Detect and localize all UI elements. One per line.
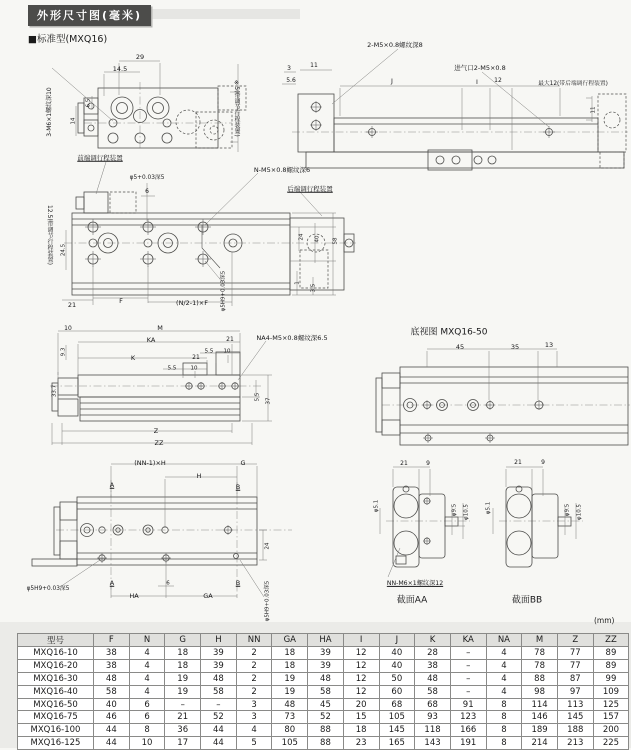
value-cell: 4 xyxy=(486,659,522,672)
dim-label: HA xyxy=(129,591,139,600)
value-cell: 200 xyxy=(593,724,629,737)
value-cell: 39 xyxy=(201,647,237,660)
value-cell: 12 xyxy=(343,685,379,698)
value-cell: 52 xyxy=(308,711,344,724)
table-row xyxy=(18,685,629,698)
value-cell: 213 xyxy=(557,737,593,750)
dim-label: φ10.5 xyxy=(576,504,583,520)
value-cell: – xyxy=(450,659,486,672)
dim-label: 12 xyxy=(494,77,502,84)
column-header: J xyxy=(379,634,415,647)
value-cell: 165 xyxy=(379,737,415,750)
column-header: ZZ xyxy=(593,634,629,647)
value-cell: 44 xyxy=(201,724,237,737)
note-hole-5h9-right: φ5H9+0.03深5 xyxy=(264,580,271,622)
value-cell: 145 xyxy=(379,724,415,737)
value-cell: 98 xyxy=(522,685,558,698)
value-cell: 38 xyxy=(94,659,130,672)
dim-label: (N/2-1)×F xyxy=(176,298,208,307)
value-cell: 18 xyxy=(165,647,201,660)
value-cell: 189 xyxy=(522,724,558,737)
value-cell: 68 xyxy=(379,698,415,711)
value-cell: 23 xyxy=(343,737,379,750)
value-cell: 12 xyxy=(343,659,379,672)
note-air-port: 进气口2-M5×0.8 xyxy=(454,63,506,72)
model-cell: MXQ16-40 xyxy=(18,685,94,698)
dim-label: 10 xyxy=(190,365,198,372)
dim-label: KA xyxy=(146,335,156,344)
model-cell: MXQ16-20 xyxy=(18,659,94,672)
note-max12: 最大12(带后端调行程装置) xyxy=(538,81,608,88)
note-thread-2m5: 2-M5×0.8螺纹深8 xyxy=(367,40,423,49)
note-thread-nm5: N-M5×0.8螺纹深6 xyxy=(253,165,311,174)
value-cell: 88 xyxy=(522,672,558,685)
value-cell: 4 xyxy=(486,647,522,660)
value-cell: 89 xyxy=(593,659,629,672)
value-cell: 58 xyxy=(94,685,130,698)
column-header: NA xyxy=(486,634,522,647)
value-cell: 45 xyxy=(308,698,344,711)
dim-label: 21 xyxy=(192,354,200,361)
dim-label: 35 xyxy=(510,342,520,351)
model-cell: MXQ16-30 xyxy=(18,672,94,685)
value-cell: 4 xyxy=(129,647,165,660)
section-aa xyxy=(393,486,458,567)
value-cell: 77 xyxy=(557,659,593,672)
dim-label: 24.5 xyxy=(60,243,67,257)
dim-label: 21 xyxy=(67,300,77,309)
value-cell: 18 xyxy=(272,659,308,672)
note-thread-nnm6: NN-M6×1螺纹深12 xyxy=(386,579,444,587)
view-title-bottom-view: 底视图 MXQ16-50 xyxy=(410,327,488,338)
value-cell: 3 xyxy=(236,698,272,711)
dim-label: I xyxy=(476,77,478,86)
dim-label: 11 xyxy=(590,106,597,114)
column-header: 型号 xyxy=(18,634,94,647)
value-cell: 12 xyxy=(343,647,379,660)
dim-label: 29 xyxy=(135,52,145,61)
dim-label: K xyxy=(130,353,136,362)
dim-label: 21 xyxy=(400,460,408,467)
value-cell: 143 xyxy=(415,737,451,750)
value-cell: 80 xyxy=(272,724,308,737)
dim-label: 5.5 xyxy=(204,348,214,355)
value-cell: 105 xyxy=(379,711,415,724)
value-cell: 60 xyxy=(379,685,415,698)
value-cell: 88 xyxy=(308,724,344,737)
value-cell: 58 xyxy=(201,685,237,698)
model-cell: MXQ16-10 xyxy=(18,647,94,660)
dim-label: 6 xyxy=(145,188,149,195)
value-cell: 10 xyxy=(129,737,165,750)
value-cell: 18 xyxy=(272,647,308,660)
page-subtitle: ■标准型(MXQ16) xyxy=(28,34,108,45)
section-mark-a-bottom: A xyxy=(109,578,115,587)
value-cell: 8 xyxy=(486,698,522,711)
value-cell: 91 xyxy=(450,698,486,711)
view-title-section-bb: 截面BB xyxy=(511,595,543,606)
value-cell: 89 xyxy=(593,647,629,660)
value-cell: 48 xyxy=(415,672,451,685)
section-mark-b-bottom: B xyxy=(235,578,241,587)
value-cell: 4 xyxy=(486,672,522,685)
model-cell: MXQ16-50 xyxy=(18,698,94,711)
value-cell: 8 xyxy=(129,724,165,737)
value-cell: 166 xyxy=(450,724,486,737)
page-title-badge: 外形尺寸图(毫米) xyxy=(28,5,151,26)
dim-label: 11 xyxy=(310,62,318,69)
value-cell: 5 xyxy=(236,737,272,750)
value-cell: 44 xyxy=(201,737,237,750)
note-125-adjuster: 12.5(带调节行程装置) xyxy=(46,204,53,266)
dim-label: 14 xyxy=(70,117,77,125)
value-cell: 40 xyxy=(379,659,415,672)
value-cell: 125 xyxy=(593,698,629,711)
value-cell: 19 xyxy=(272,685,308,698)
value-cell: 188 xyxy=(557,724,593,737)
note-thread-3m6: 3-M6×1螺纹深10 xyxy=(46,87,53,137)
value-cell: 2 xyxy=(236,647,272,660)
view-bottom-2 xyxy=(32,497,257,566)
value-cell: 93 xyxy=(415,711,451,724)
model-cell: MXQ16-75 xyxy=(18,711,94,724)
value-cell: 88 xyxy=(308,737,344,750)
dim-label: G xyxy=(240,458,246,467)
value-cell: 40 xyxy=(94,698,130,711)
dim-label: 24 xyxy=(264,542,271,550)
column-header: I xyxy=(343,634,379,647)
value-cell: 50 xyxy=(379,672,415,685)
dim-label: H xyxy=(196,471,202,480)
dim-label: φ5.1 xyxy=(373,499,380,513)
value-cell: 19 xyxy=(272,672,308,685)
dim-label: 45 xyxy=(455,342,465,351)
value-cell: 58 xyxy=(308,685,344,698)
value-cell: 6 xyxy=(129,711,165,724)
view-front xyxy=(78,86,246,148)
value-cell: 44 xyxy=(94,724,130,737)
dimension-table xyxy=(17,633,629,750)
table-row xyxy=(18,724,629,737)
value-cell: 8 xyxy=(486,711,522,724)
dim-label: 9 xyxy=(541,459,545,466)
value-cell: 48 xyxy=(94,672,130,685)
value-cell: 39 xyxy=(308,659,344,672)
hole-crosshairs xyxy=(85,98,555,563)
dim-label: φ10.5 xyxy=(463,504,470,520)
table-row xyxy=(18,698,629,711)
dim-label: 5.5 xyxy=(254,392,261,402)
value-cell: 3 xyxy=(236,711,272,724)
label-front-adjuster: 前端调行程装置 xyxy=(77,153,123,162)
dim-label: 37 xyxy=(265,397,272,405)
column-header: Z xyxy=(557,634,593,647)
value-cell: 77 xyxy=(557,647,593,660)
value-cell: 191 xyxy=(450,737,486,750)
dim-label: (NN-1)×H xyxy=(134,458,166,467)
value-cell: 48 xyxy=(308,672,344,685)
value-cell: 6 xyxy=(129,698,165,711)
column-header: KA xyxy=(450,634,486,647)
column-header: F xyxy=(94,634,130,647)
value-cell: 58 xyxy=(415,685,451,698)
value-cell: 157 xyxy=(593,711,629,724)
dim-label: 6.5 xyxy=(85,98,92,108)
note-hole-5h9: φ5H9+0.03深5 xyxy=(220,270,227,312)
dim-label: 3 xyxy=(287,65,291,72)
model-cell: MXQ16-125 xyxy=(18,737,94,750)
value-cell: 18 xyxy=(165,659,201,672)
value-cell: 4 xyxy=(129,685,165,698)
value-cell: – xyxy=(165,698,201,711)
value-cell: 15 xyxy=(343,711,379,724)
table-row xyxy=(18,659,629,672)
value-cell: 105 xyxy=(272,737,308,750)
value-cell: 18 xyxy=(343,724,379,737)
column-header: K xyxy=(415,634,451,647)
section-bb xyxy=(506,486,571,567)
value-cell: 4 xyxy=(486,685,522,698)
value-cell: 123 xyxy=(450,711,486,724)
section-mark-a-top: A xyxy=(109,480,115,489)
section-mark-b-top: B xyxy=(235,482,241,491)
value-cell: 48 xyxy=(201,672,237,685)
dim-label: J xyxy=(391,76,393,85)
note-hole-phi5: φ5+0.03深5 xyxy=(129,175,165,182)
dim-label: M xyxy=(157,323,163,332)
table-row xyxy=(18,711,629,724)
note-hole-5h9-left: φ5H9+0.03深5 xyxy=(26,586,70,593)
value-cell: 38 xyxy=(94,647,130,660)
dim-label: 3.5 xyxy=(310,283,317,293)
value-cell: 78 xyxy=(522,659,558,672)
table-row xyxy=(18,647,629,660)
value-cell: 19 xyxy=(165,672,201,685)
dim-label: 40 xyxy=(314,235,321,243)
value-cell: 214 xyxy=(522,737,558,750)
value-cell: 2 xyxy=(236,659,272,672)
value-cell: 225 xyxy=(593,737,629,750)
dim-label: 14.5 xyxy=(112,64,128,73)
dim-label: 6 xyxy=(166,580,170,587)
value-cell: 8 xyxy=(486,724,522,737)
value-cell: 38 xyxy=(415,659,451,672)
value-cell: 68 xyxy=(415,698,451,711)
view-side-2 xyxy=(52,352,240,421)
value-cell: 12 xyxy=(343,672,379,685)
column-header: M xyxy=(522,634,558,647)
value-cell: 73 xyxy=(272,711,308,724)
value-cell: 48 xyxy=(272,698,308,711)
label-rear-adjuster: 后端调行程装置 xyxy=(287,184,333,193)
value-cell: 36 xyxy=(165,724,201,737)
value-cell: 39 xyxy=(201,659,237,672)
view-bottom-mxq50 xyxy=(376,367,628,445)
note-thread-na4: NA4-M5×0.8螺纹深6.5 xyxy=(256,333,328,342)
units-label: (mm) xyxy=(594,616,615,625)
dim-label: 10 xyxy=(64,325,72,332)
header-row xyxy=(18,634,629,647)
value-cell: 17 xyxy=(165,737,201,750)
value-cell: 4 xyxy=(129,672,165,685)
value-cell: – xyxy=(450,672,486,685)
dim-label: 33.7 xyxy=(51,384,58,398)
view-title-section-aa: 截面AA xyxy=(396,595,428,606)
value-cell: 118 xyxy=(415,724,451,737)
value-cell: 46 xyxy=(94,711,130,724)
value-cell: 145 xyxy=(557,711,593,724)
center-lines xyxy=(50,82,630,594)
column-header: G xyxy=(165,634,201,647)
dim-label: 10 xyxy=(223,348,231,355)
value-cell: 40 xyxy=(379,647,415,660)
dim-label: F xyxy=(119,296,123,305)
value-cell: 21 xyxy=(165,711,201,724)
value-cell: 109 xyxy=(593,685,629,698)
value-cell: 2 xyxy=(236,685,272,698)
column-header: GA xyxy=(272,634,308,647)
value-cell: 78 xyxy=(522,647,558,660)
dim-label: 13 xyxy=(544,340,554,349)
value-cell: 39 xyxy=(308,647,344,660)
dim-label: φ9.5 xyxy=(451,503,458,517)
value-cell: 2 xyxy=(236,672,272,685)
dim-label: 58 xyxy=(332,237,339,245)
dim-label: 9 xyxy=(426,460,430,467)
value-cell: – xyxy=(450,647,486,660)
column-header: NN xyxy=(236,634,272,647)
value-cell: 87 xyxy=(557,672,593,685)
value-cell: – xyxy=(450,685,486,698)
value-cell: 146 xyxy=(522,711,558,724)
dim-label: 5.5 xyxy=(167,365,177,372)
value-cell: 97 xyxy=(557,685,593,698)
value-cell: 20 xyxy=(343,698,379,711)
dimension-lines xyxy=(52,49,592,598)
value-cell: 44 xyxy=(94,737,130,750)
table-row xyxy=(18,672,629,685)
value-cell: 28 xyxy=(415,647,451,660)
value-cell: 4 xyxy=(129,659,165,672)
dim-label: 1 xyxy=(294,281,301,285)
value-cell: 113 xyxy=(557,698,593,711)
dim-label: GA xyxy=(203,591,213,600)
dim-label: ZZ xyxy=(154,438,164,447)
value-cell: 99 xyxy=(593,672,629,685)
dim-label: Z xyxy=(153,426,159,435)
column-header: N xyxy=(129,634,165,647)
value-cell: 19 xyxy=(165,685,201,698)
dim-label: 5.6 xyxy=(286,77,296,84)
note-stroke-adjuster: ※5(带调节行程装置) xyxy=(233,79,240,137)
dim-label: φ9.5 xyxy=(564,503,571,517)
dim-label: 21 xyxy=(226,336,234,343)
dim-label: 21 xyxy=(514,459,522,466)
value-cell: 114 xyxy=(522,698,558,711)
column-header: HA xyxy=(308,634,344,647)
value-cell: 4 xyxy=(236,724,272,737)
view-plan xyxy=(72,192,354,295)
dim-label: 24 xyxy=(298,233,305,241)
column-header: H xyxy=(201,634,237,647)
value-cell: 52 xyxy=(201,711,237,724)
value-cell: – xyxy=(201,698,237,711)
dim-label: 9.3 xyxy=(60,347,67,357)
model-cell: MXQ16-100 xyxy=(18,724,94,737)
dim-label: φ5.1 xyxy=(485,501,492,515)
value-cell: 8 xyxy=(486,737,522,750)
